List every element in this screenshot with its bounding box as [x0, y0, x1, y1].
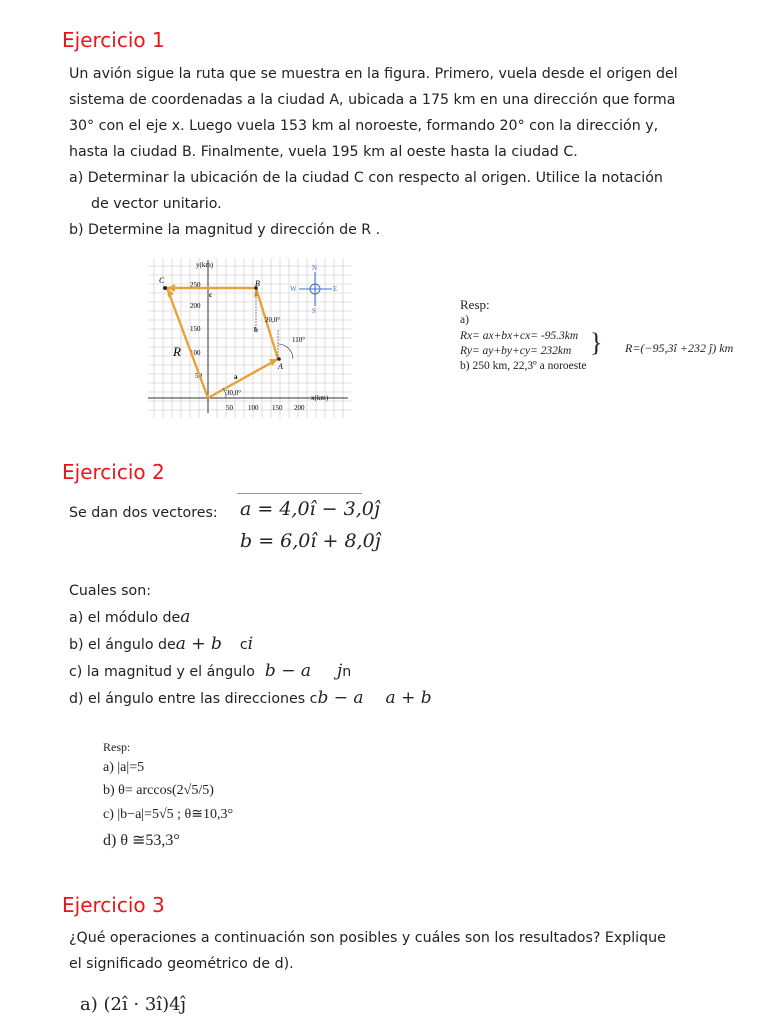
vector-c-label: c	[209, 291, 213, 299]
compass-n: N	[312, 264, 318, 272]
point-a-label: A	[278, 362, 283, 371]
y-tick: 250	[190, 281, 201, 289]
vector-r-label: R	[173, 344, 181, 359]
vector-a-label: a	[234, 373, 238, 381]
ex1-paragraph	[69, 61, 678, 243]
ex2-item-d: d) el ángulo entre las direcciones cb − a a + b	[69, 688, 432, 708]
vector-b-definition: b = 6,0î + 8,0ĵ	[240, 530, 381, 552]
ex3-heading: Ejercicio 3	[62, 893, 165, 917]
ex2-item-b: b) el ángulo dea + b ci	[69, 634, 254, 654]
compass-rose	[299, 272, 332, 306]
ex2-questions	[69, 578, 432, 712]
y-tick: 100	[190, 349, 201, 357]
ex2-question-label: Cuales son:	[69, 583, 152, 599]
angle-20-label: 20,0°	[265, 316, 281, 324]
ex2-resp-a: a) |a|=5	[103, 760, 145, 775]
ex3-paragraph	[69, 925, 666, 977]
angle-110-label: 110°	[292, 336, 306, 344]
ex1-item-a-cont: de vector unitario.	[91, 196, 222, 212]
ex1-item-b: b) Determine la magnitud y dirección de R .	[69, 222, 381, 238]
point-b-label: B	[255, 279, 260, 288]
ex1-line: sistema de coordenadas a la ciudad A, ubicada a 175 km en una dirección que forma	[69, 92, 676, 108]
ex1-line: 30° con el eje x. Luego vuela 153 km al noroeste, formando 20° con la dirección y,	[69, 118, 659, 134]
y-axis-label: y(km)	[196, 261, 214, 269]
y-tick: 200	[190, 302, 201, 310]
ex1-line: Un avión sigue la ruta que se muestra en la figura. Primero, vuela desde el origen del	[69, 66, 678, 82]
ex1-resp-a: a)	[460, 314, 469, 326]
ex2-resp-d: d) θ ≅53,3°	[103, 832, 180, 849]
ex2-resp-title: Resp:	[103, 740, 131, 754]
vector-b-label: b	[254, 326, 258, 334]
ex1-item-a: a) Determinar la ubicación de la ciudad C con respecto al origen. Utilice la notación	[69, 170, 663, 186]
ex2-item-c: c) la magnitud y el ángulo b − a jn	[69, 661, 352, 681]
vector-a-definition: a = 4,0î − 3,0ĵ	[240, 498, 380, 520]
point-c-label: C	[159, 276, 165, 285]
y-tick: 150	[190, 325, 201, 333]
ex3-line: ¿Qué operaciones a continuación son posibles y cuáles son los resultados? Explique	[69, 930, 666, 946]
x-tick: 150	[272, 404, 283, 412]
angle-30-label: 30,0°	[226, 389, 242, 397]
x-axis-label: x(km)	[311, 394, 329, 402]
ex3-item-a: a) (2î · 3î)4ĵ	[80, 994, 187, 1015]
compass-w: W	[290, 285, 297, 293]
formula-rule	[237, 493, 362, 494]
x-tick: 100	[248, 404, 259, 412]
ex2-item-a: a) el módulo dea	[69, 607, 191, 627]
x-tick: 200	[294, 404, 305, 412]
point-c-dot	[163, 286, 167, 290]
ex1-heading: Ejercicio 1	[62, 28, 165, 52]
ex2-intro: Se dan dos vectores:	[69, 505, 218, 521]
ex1-resp-title: Resp:	[460, 297, 490, 312]
vector-r	[167, 288, 208, 398]
ex2-heading: Ejercicio 2	[62, 460, 165, 484]
ex2-resp-b: b) θ= arccos(2√5/5)	[103, 783, 214, 798]
ex1-line: hasta la ciudad B. Finalmente, vuela 195 km al oeste hasta la ciudad C.	[69, 144, 578, 160]
ex1-resp-ry: Ry= ay+by+cy= 232km	[460, 345, 572, 357]
ex1-resp-brace: }	[590, 328, 603, 357]
ex1-resp-rx: Rx= ax+bx+cx= -95.3km	[460, 330, 579, 342]
x-tick: 50	[226, 404, 233, 412]
y-tick: 50	[195, 372, 202, 380]
compass-e: E	[333, 285, 338, 293]
ex1-resp-b: b) 250 km, 22,3º a noroeste	[460, 360, 587, 372]
ex3-line: el significado geométrico de d).	[69, 956, 294, 972]
compass-s: S	[312, 307, 316, 315]
ex1-resp-result: R=(−95,3î +232 ĵ) km	[625, 341, 734, 355]
route-figure	[148, 258, 352, 418]
ex2-resp-c: c) |b−a|=5√5 ; θ≅10,3°	[103, 807, 234, 822]
